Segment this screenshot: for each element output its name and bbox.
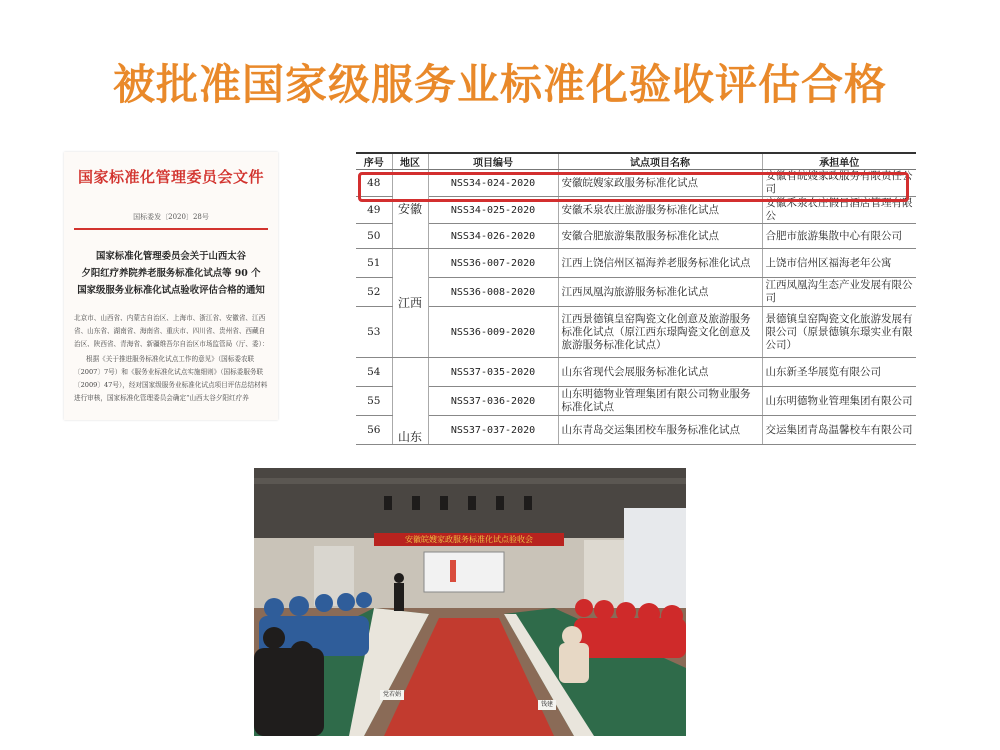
cell-name: 安徽合肥旅游集散服务标准化试点	[558, 224, 762, 249]
cell-code: NSS34-024-2020	[428, 170, 558, 197]
cell-no: 55	[356, 387, 392, 416]
cell-unit: 上饶市信州区福海老年公寓	[762, 249, 916, 278]
document-body	[74, 312, 270, 407]
document-red-rule	[74, 228, 268, 230]
document-paragraph: 根据《关于推进服务标准化试点工作的意见》（国标委农联〔2007〕7号）和《服务业标准化试点实施细则》（国标委服务联〔2009〕47号），经对国家级服务业标准化试点项目评估总结材料进行审核，国家标准化管理委员会确定“山西太谷夕阳红疗养	[74, 355, 268, 402]
table-row	[356, 416, 916, 445]
cell-no: 50	[356, 224, 392, 249]
cell-no: 49	[356, 197, 392, 224]
table-row	[356, 224, 916, 249]
header-code: 项目编号	[428, 153, 558, 170]
cell-code: NSS37-035-2020	[428, 358, 558, 387]
cell-code: NSS34-025-2020	[428, 197, 558, 224]
cell-code: NSS36-008-2020	[428, 278, 558, 307]
header-name: 试点项目名称	[558, 153, 762, 170]
name-placard: 钱建	[538, 700, 556, 710]
meeting-banner: 安徽皖嫂家政服务标准化试点验收会	[374, 533, 564, 546]
cell-no: 52	[356, 278, 392, 307]
cell-code: NSS36-009-2020	[428, 307, 558, 358]
cell-unit: 合肥市旅游集散中心有限公司	[762, 224, 916, 249]
header-no: 序号	[356, 153, 392, 170]
cell-no: 56	[356, 416, 392, 445]
document-title	[70, 248, 272, 299]
cell-code: NSS34-026-2020	[428, 224, 558, 249]
cell-code: NSS36-007-2020	[428, 249, 558, 278]
cell-unit: 山东新圣华展览有限公司	[762, 358, 916, 387]
cell-name: 山东省现代会展服务标准化试点	[558, 358, 762, 387]
table-row	[356, 278, 916, 307]
cell-name: 江西凤凰沟旅游服务标准化试点	[558, 278, 762, 307]
cell-code: NSS37-037-2020	[428, 416, 558, 445]
cell-no: 53	[356, 307, 392, 358]
cell-unit: 交运集团青岛温馨校车有限公司	[762, 416, 916, 445]
document-title-line: 国家级服务业标准化试点验收评估合格的通知	[77, 285, 265, 296]
document-number: 国标委发〔2020〕28号	[133, 213, 209, 221]
pilot-list-table	[356, 152, 916, 444]
page-title: 被批准国家级服务业标准化验收评估合格	[112, 60, 887, 109]
cell-name: 安徽禾泉农庄旅游服务标准化试点	[558, 197, 762, 224]
name-placard: 党若娟	[380, 690, 404, 700]
cell-code: NSS37-036-2020	[428, 387, 558, 416]
meeting-photo	[254, 468, 686, 736]
meeting-scene	[254, 468, 686, 736]
table-row	[356, 249, 916, 278]
table-row	[356, 307, 916, 358]
cell-no: 54	[356, 358, 392, 387]
table-header-row	[356, 153, 916, 170]
document-title-line: 国家标准化管理委员会关于山西太谷	[95, 251, 246, 262]
notice-document	[64, 152, 278, 420]
table-row	[356, 358, 916, 387]
cell-unit: 安徽省皖嫂家政服务有限责任公司	[762, 170, 916, 197]
cell-region: 山东	[392, 358, 428, 445]
document-paragraph: 北京市、山西省、内蒙古自治区、上海市、浙江省、安徽省、江西省、山东省、湖南省、海南省、重庆市、四川省、贵州省、西藏自治区、陕西省、青海省、新疆维吾尔自治区市场监管局（厅、委）：	[74, 314, 269, 348]
cell-unit: 江西凤凰沟生态产业发展有限公司	[762, 278, 916, 307]
cell-name: 山东明德物业管理集团有限公司物业服务标准化试点	[558, 387, 762, 416]
document-header: 国家标准化管理委员会文件	[77, 168, 264, 186]
cell-no: 51	[356, 249, 392, 278]
cell-unit: 景德镇皇窑陶瓷文化旅游发展有限公司（原景德镇东璟实业有限公司）	[762, 307, 916, 358]
cell-name: 江西上饶信州区福海养老服务标准化试点	[558, 249, 762, 278]
highlight-box	[358, 172, 909, 202]
header-region: 地区	[392, 153, 428, 170]
cell-name: 山东青岛交运集团校车服务标准化试点	[558, 416, 762, 445]
table-row	[356, 387, 916, 416]
cell-no: 48	[356, 170, 392, 197]
cell-name: 江西景德镇皇窑陶瓷文化创意及旅游服务标准化试点（原江西东璟陶瓷文化创意及旅游服务标准化试点）	[558, 307, 762, 358]
cell-unit: 山东明德物业管理集团有限公司	[762, 387, 916, 416]
document-title-line: 夕阳红疗养院养老服务标准化试点等 90 个	[81, 268, 261, 279]
cell-region: 江西	[392, 249, 428, 358]
cell-name: 安徽皖嫂家政服务标准化试点	[558, 170, 762, 197]
cell-unit: 安徽禾泉农庄假日酒店管理有限公	[762, 197, 916, 224]
header-unit: 承担单位	[762, 153, 916, 170]
cell-region: 安徽	[392, 170, 428, 249]
